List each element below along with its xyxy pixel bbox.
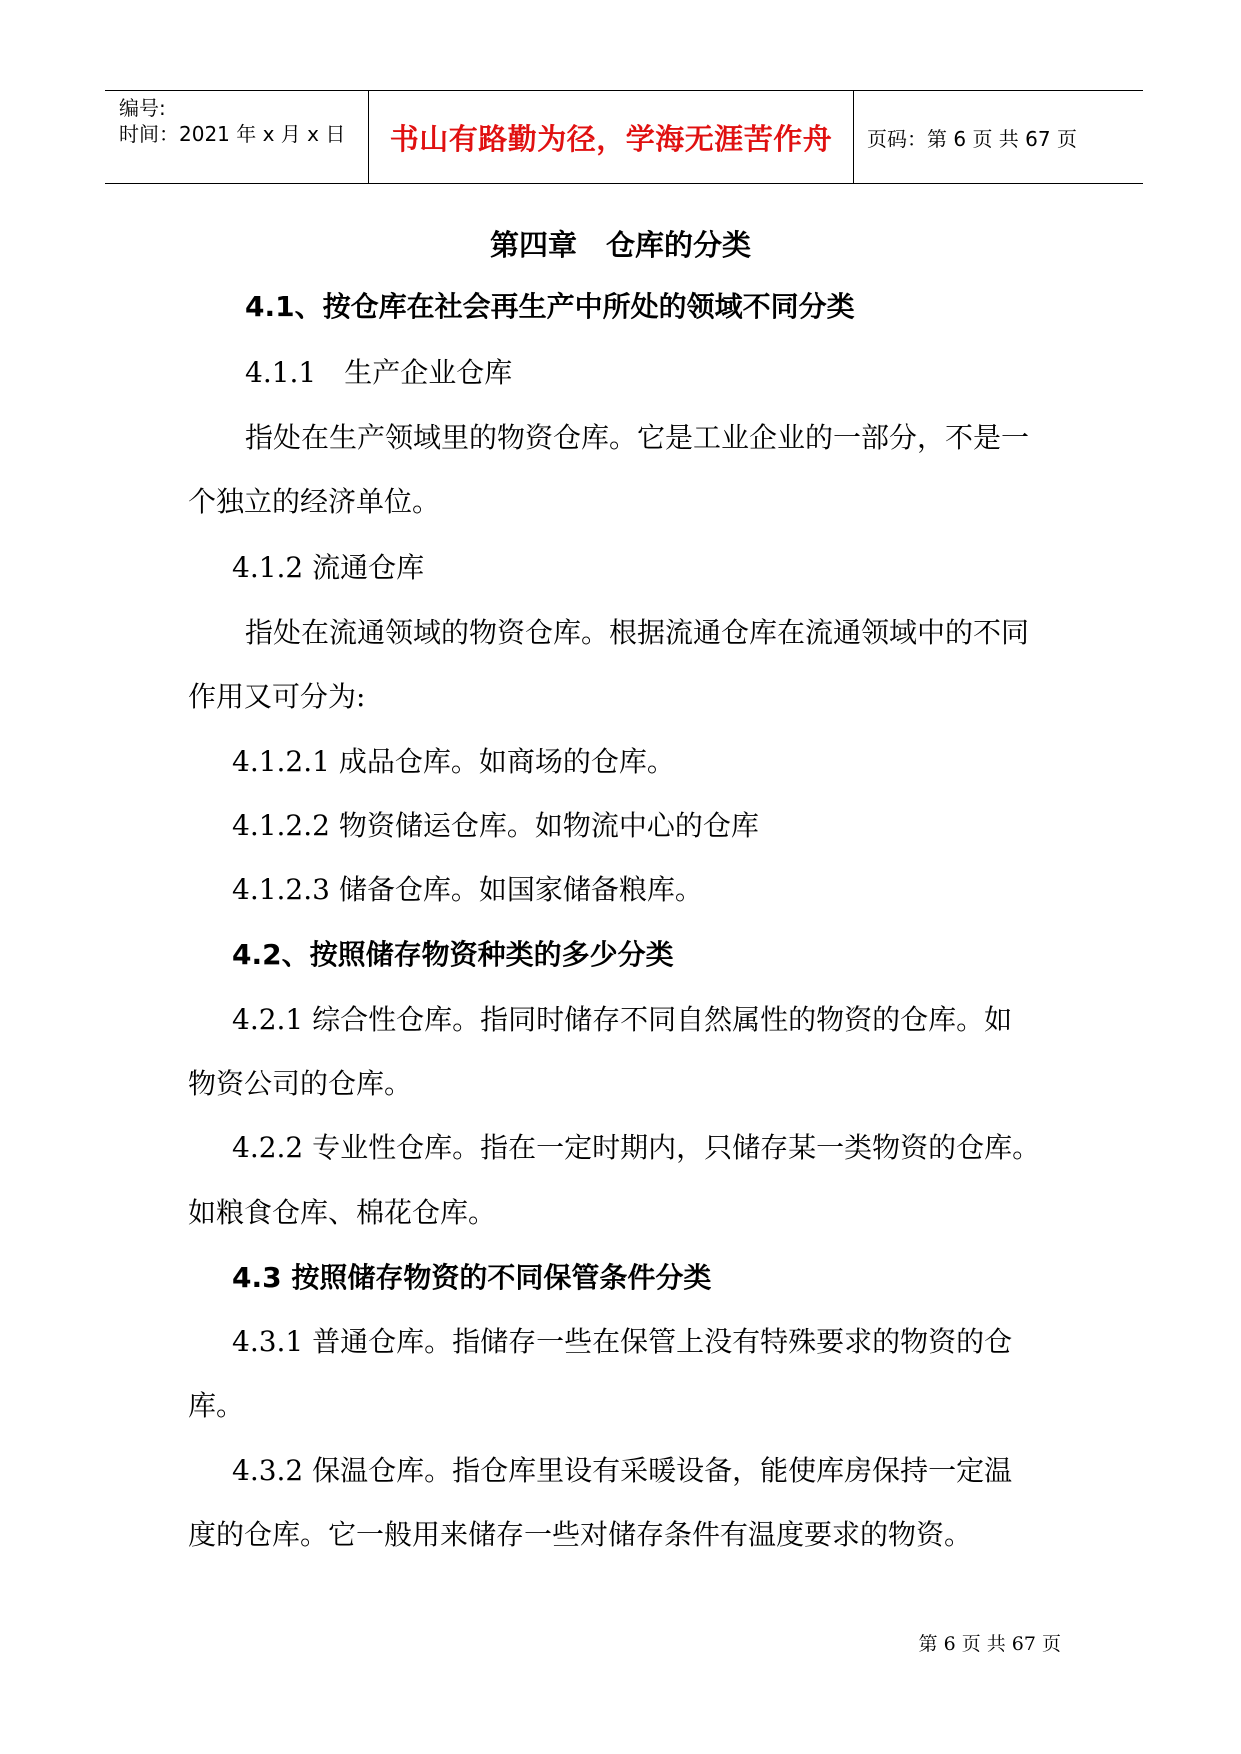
paragraph-line: 物资公司的仓库。 (188, 1067, 413, 1100)
paragraph-line: 4.2.1 综合性仓库。指同时储存不同自然属性的物资的仓库。如 (232, 1003, 1013, 1036)
chapter-title: 第四章 仓库的分类 (489, 228, 751, 262)
page-header (105, 90, 1143, 184)
paragraph-line: 4.3.2 保温仓库。指仓库里设有采暖设备，能使库房保持一定温 (232, 1454, 1013, 1487)
section-heading-4-2: 4.2、按照储存物资种类的多少分类 (232, 938, 674, 971)
page-footer: 第 6 页 共 67 页 (918, 1633, 1061, 1655)
header-left-cell (105, 91, 369, 183)
paragraph-line: 4.3.1 普通仓库。指储存一些在保管上没有特殊要求的物资的仓 (232, 1325, 1013, 1358)
paragraph-line: 作用又可分为: (188, 680, 366, 713)
paragraph-line: 个独立的经济单位。 (188, 485, 441, 518)
document-number-label: 编号: (119, 96, 166, 120)
paragraph-line: 指处在流通领域的物资仓库。根据流通仓库在流通领域中的不同 (245, 616, 1030, 649)
paragraph-line: 库。 (188, 1389, 245, 1422)
paragraph-line: 4.2.2 专业性仓库。指在一定时期内，只储存某一类物资的仓库。 (232, 1131, 1041, 1164)
list-item-4-1-2-2: 4.1.2.2 物资储运仓库。如物流中心的仓库 (232, 809, 759, 842)
list-item-4-1-2-1: 4.1.2.1 成品仓库。如商场的仓库。 (232, 745, 675, 778)
section-heading-4-3: 4.3 按照储存物资的不同保管条件分类 (232, 1261, 712, 1294)
header-page-label: 页码：第 6 页 共 67 页 (867, 126, 1077, 151)
subsection-heading-4-1-1: 4.1.1 生产企业仓库 (245, 356, 513, 389)
document-time-label: 时间：2021 年 x 月 x 日 (119, 122, 346, 146)
header-motto-cell (369, 91, 854, 183)
subsection-heading-4-1-2: 4.1.2 流通仓库 (232, 551, 425, 584)
section-heading-4-1: 4.1、按仓库在社会再生产中所处的领域不同分类 (245, 290, 855, 323)
paragraph-line: 度的仓库。它一般用来储存一些对储存条件有温度要求的物资。 (188, 1518, 973, 1551)
header-motto: 书山有路勤为径，学海无涯苦作舟 (389, 121, 833, 156)
list-item-4-1-2-3: 4.1.2.3 储备仓库。如国家储备粮库。 (232, 873, 703, 906)
paragraph-line: 指处在生产领域里的物资仓库。它是工业企业的一部分，不是一 (245, 421, 1030, 454)
header-page-cell (853, 91, 1143, 183)
paragraph-line: 如粮食仓库、棉花仓库。 (188, 1196, 497, 1229)
